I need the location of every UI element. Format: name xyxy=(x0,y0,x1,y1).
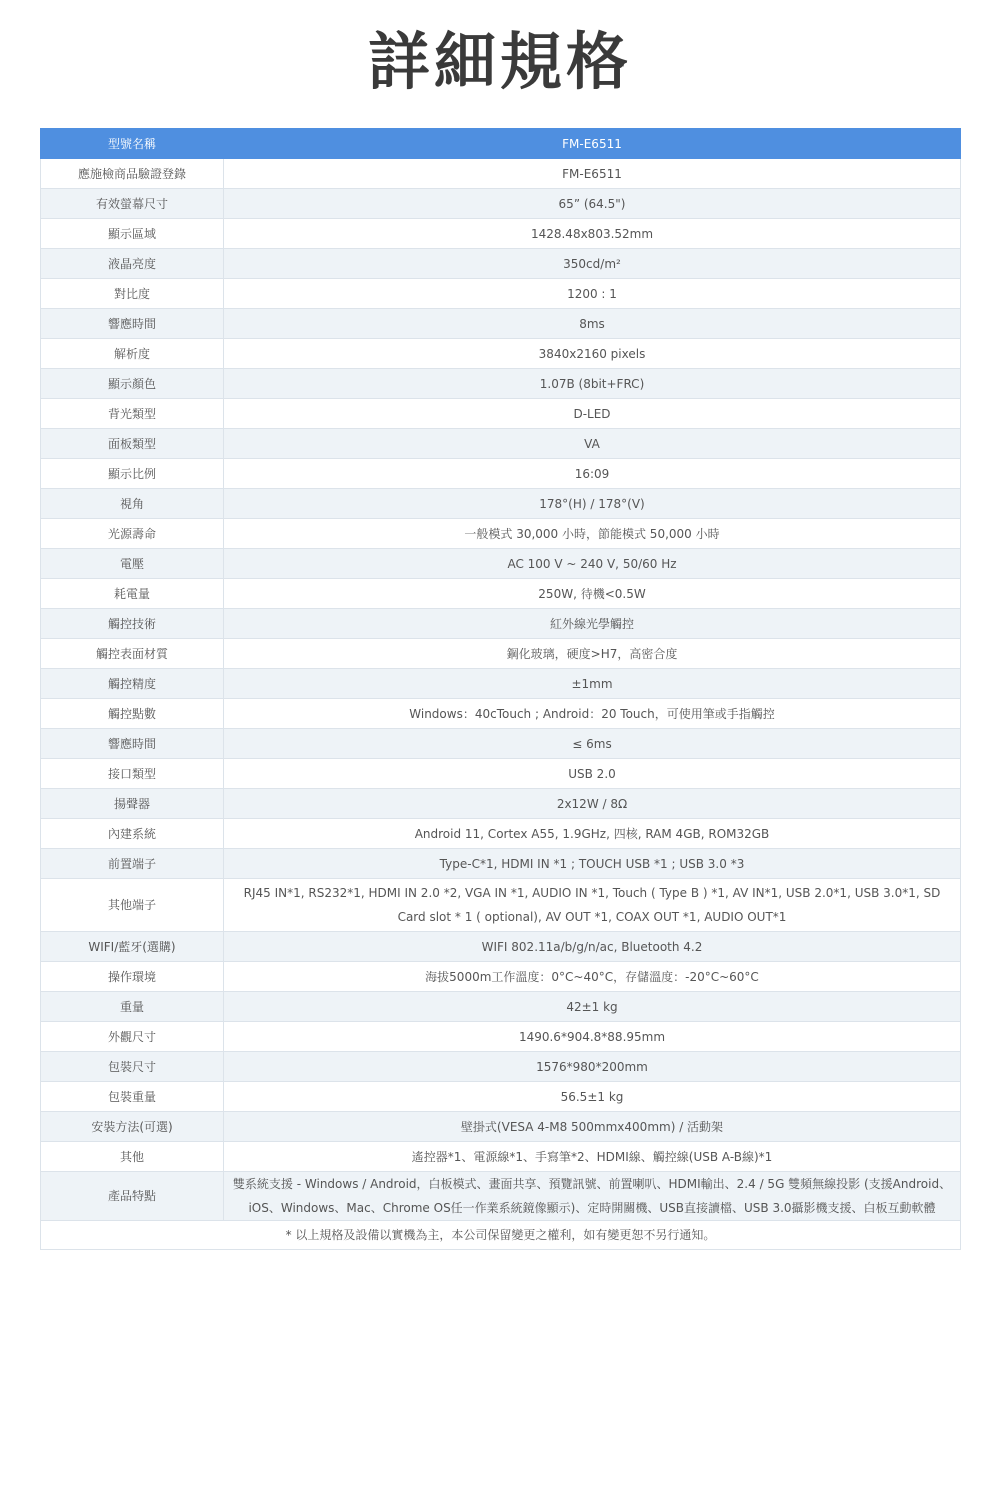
spec-value: 1490.6*904.8*88.95mm xyxy=(224,1022,961,1052)
spec-row xyxy=(41,309,961,339)
spec-label: 對比度 xyxy=(41,279,224,309)
spec-value: 65” (64.5") xyxy=(224,189,961,219)
spec-row xyxy=(41,519,961,549)
spec-value: Windows：40cTouch ; Android：20 Touch，可使用筆或手指觸控 xyxy=(224,699,961,729)
spec-label: 操作環境 xyxy=(41,962,224,992)
header-value: FM-E6511 xyxy=(224,129,961,159)
spec-label: 背光類型 xyxy=(41,399,224,429)
spec-label: 顯示區域 xyxy=(41,219,224,249)
spec-value: USB 2.0 xyxy=(224,759,961,789)
spec-row xyxy=(41,1172,961,1221)
spec-value: 一般模式 30,000 小時，節能模式 50,000 小時 xyxy=(224,519,961,549)
spec-value: 42±1 kg xyxy=(224,992,961,1022)
spec-value: 2x12W / 8Ω xyxy=(224,789,961,819)
spec-label: 包裝尺寸 xyxy=(41,1052,224,1082)
spec-row xyxy=(41,639,961,669)
spec-label: 耗電量 xyxy=(41,579,224,609)
spec-row xyxy=(41,819,961,849)
spec-row xyxy=(41,699,961,729)
spec-label: 顯示顏色 xyxy=(41,369,224,399)
spec-row xyxy=(41,1082,961,1112)
spec-label: 接口類型 xyxy=(41,759,224,789)
spec-value: 鋼化玻璃，硬度>H7，高密合度 xyxy=(224,639,961,669)
disclaimer-row xyxy=(41,1221,961,1250)
spec-value: 雙系統支援 - Windows / Android，白板模式、畫面共享、預覽訊號、前置喇叭、HDMI輸出、2.4 / 5G 雙頻無線投影 (支援Android、iOS、Windows、Mac、Chrome OS任一作業系統鏡像顯示)、定時開關機、USB直接讀檔、USB 3.0攝影機支援、白板互動軟體 xyxy=(224,1172,961,1221)
spec-row xyxy=(41,1142,961,1172)
spec-row xyxy=(41,489,961,519)
header-label: 型號名稱 xyxy=(41,129,224,159)
spec-row xyxy=(41,579,961,609)
spec-row xyxy=(41,962,961,992)
spec-label: 解析度 xyxy=(41,339,224,369)
page-title: 詳細規格 xyxy=(367,25,632,98)
spec-table xyxy=(40,128,961,1250)
spec-label: 響應時間 xyxy=(41,729,224,759)
spec-label: 前置端子 xyxy=(41,849,224,879)
spec-label: 液晶亮度 xyxy=(41,249,224,279)
spec-row xyxy=(41,159,961,189)
spec-row xyxy=(41,932,961,962)
spec-label: 重量 xyxy=(41,992,224,1022)
spec-value: 壁掛式(VESA 4-M8 500mmx400mm) / 活動架 xyxy=(224,1112,961,1142)
spec-row xyxy=(41,219,961,249)
spec-row xyxy=(41,879,961,932)
spec-value: 3840x2160 pixels xyxy=(224,339,961,369)
spec-row xyxy=(41,189,961,219)
spec-label: 觸控表面材質 xyxy=(41,639,224,669)
spec-value: 紅外線光學觸控 xyxy=(224,609,961,639)
spec-row xyxy=(41,609,961,639)
spec-label: 電壓 xyxy=(41,549,224,579)
spec-label: 有效螢幕尺寸 xyxy=(41,189,224,219)
spec-value: 56.5±1 kg xyxy=(224,1082,961,1112)
spec-label: 應施檢商品驗證登錄 xyxy=(41,159,224,189)
spec-value: 1576*980*200mm xyxy=(224,1052,961,1082)
spec-row xyxy=(41,399,961,429)
spec-value: FM-E6511 xyxy=(224,159,961,189)
spec-row xyxy=(41,789,961,819)
spec-row xyxy=(41,279,961,309)
spec-row xyxy=(41,549,961,579)
table-header-row xyxy=(41,129,961,159)
spec-value: 178°(H) / 178°(V) xyxy=(224,489,961,519)
spec-value: ±1mm xyxy=(224,669,961,699)
spec-row xyxy=(41,729,961,759)
spec-label: 視角 xyxy=(41,489,224,519)
spec-value: WIFI 802.11a/b/g/n/ac, Bluetooth 4.2 xyxy=(224,932,961,962)
spec-row xyxy=(41,1112,961,1142)
spec-value: RJ45 IN*1, RS232*1, HDMI IN 2.0 *2, VGA IN *1, AUDIO IN *1, Touch ( Type B ) *1, AV IN*1, USB 2.0*1, USB 3.0*1, SD Card slot * 1 ( optional), AV OUT *1, COAX OUT *1, AUDIO OUT*1 xyxy=(224,879,961,932)
spec-label: 內建系統 xyxy=(41,819,224,849)
spec-row xyxy=(41,992,961,1022)
spec-label: 揚聲器 xyxy=(41,789,224,819)
spec-value: AC 100 V ~ 240 V, 50/60 Hz xyxy=(224,549,961,579)
spec-value: 1200 : 1 xyxy=(224,279,961,309)
spec-label: 觸控技術 xyxy=(41,609,224,639)
spec-row xyxy=(41,1052,961,1082)
spec-value: Android 11, Cortex A55, 1.9GHz, 四核, RAM 4GB, ROM32GB xyxy=(224,819,961,849)
spec-label: 觸控點數 xyxy=(41,699,224,729)
spec-label: WIFI/藍牙(選購) xyxy=(41,932,224,962)
spec-value: D-LED xyxy=(224,399,961,429)
spec-row xyxy=(41,369,961,399)
spec-label: 面板類型 xyxy=(41,429,224,459)
spec-row xyxy=(41,669,961,699)
spec-row xyxy=(41,759,961,789)
spec-value: VA xyxy=(224,429,961,459)
spec-label: 顯示比例 xyxy=(41,459,224,489)
spec-label: 外觀尺寸 xyxy=(41,1022,224,1052)
spec-label: 安裝方法(可選) xyxy=(41,1112,224,1142)
spec-row xyxy=(41,459,961,489)
spec-label: 觸控精度 xyxy=(41,669,224,699)
spec-label: 包裝重量 xyxy=(41,1082,224,1112)
disclaimer-note: * 以上規格及設備以實機為主，本公司保留變更之權利，如有變更恕不另行通知。 xyxy=(41,1221,961,1250)
spec-label: 其他 xyxy=(41,1142,224,1172)
spec-row xyxy=(41,339,961,369)
spec-value: 1.07B (8bit+FRC) xyxy=(224,369,961,399)
spec-row xyxy=(41,849,961,879)
spec-value: 遙控器*1、電源線*1、手寫筆*2、HDMI線、觸控線(USB A-B線)*1 xyxy=(224,1142,961,1172)
spec-value: 海拔5000m工作溫度：0°C~40°C，存儲溫度：-20°C~60°C xyxy=(224,962,961,992)
spec-value: 350cd/m² xyxy=(224,249,961,279)
spec-label: 光源壽命 xyxy=(41,519,224,549)
spec-row xyxy=(41,429,961,459)
spec-label: 其他端子 xyxy=(41,879,224,932)
spec-value: 8ms xyxy=(224,309,961,339)
spec-value: 250W, 待機<0.5W xyxy=(224,579,961,609)
spec-row xyxy=(41,1022,961,1052)
spec-label: 產品特點 xyxy=(41,1172,224,1221)
spec-value: 16:09 xyxy=(224,459,961,489)
spec-value: 1428.48x803.52mm xyxy=(224,219,961,249)
spec-value: ≤ 6ms xyxy=(224,729,961,759)
spec-label: 響應時間 xyxy=(41,309,224,339)
spec-row xyxy=(41,249,961,279)
spec-value: Type-C*1, HDMI IN *1 ; TOUCH USB *1 ; USB 3.0 *3 xyxy=(224,849,961,879)
